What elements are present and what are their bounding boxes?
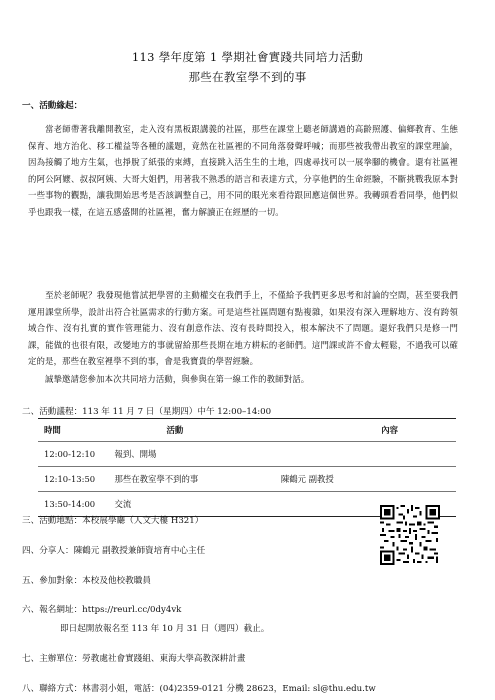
origin-paragraph-2: 至於老師呢？我發現他嘗試把學習的主動權交在我們手上，不僅給予我們更多思考和討論的空間，甚至要我們運用課堂所學，設計出符合社區需求的行動方案。可是這些社區問題有點複雜，如果沒有深入理解地方、沒有跨領域合作、沒有扎實的實作管理能力、沒有創意作法、沒有長時間投入，根本解決不了問題。還好我們只是修一門課，能做的也很有限，改變地方的事就留給那些長期在地方耕耘的老師們。這門課或許不會太輕鬆，不過我可以確定的是，那些在教室裡學不到的事，會是我寶貴的學習經驗。 — [28, 290, 458, 367]
organizer-line: 七、主辦單位：勞教處社會實踐組、東海大學高教深耕計畫 — [22, 654, 246, 664]
table-cell: 13:50-14:00 — [44, 499, 96, 509]
table-header-row — [38, 419, 456, 442]
table-cell: 陳鶴元 副教授 — [280, 474, 334, 484]
register-note: 即日起開放報名至 113 年 10 月 31 日（週四）截止。 — [60, 624, 270, 634]
table-header-time: 時間 — [44, 425, 61, 435]
table-cell: 那些在教室學不到的事 — [114, 474, 199, 484]
page-subtitle: 那些在教室學不到的事 — [188, 70, 307, 84]
table-cell: 報到、開場 — [114, 449, 157, 459]
speaker-line: 四、分享人：陳鶴元 副教授兼師資培育中心主任 — [22, 546, 206, 556]
table-row — [38, 467, 456, 492]
table-cell: 交流 — [114, 499, 132, 509]
table-header-content: 內容 — [381, 425, 398, 435]
origin-paragraph-1: 當老師帶著我離開教室，走入沒有黑板跟講義的社區，那些在課堂上聽老師講過的高齡照護、偏鄉教育、生態保育、地方治化、移工權益等各種的議題，竟然在社區裡的不同角落發聲呼喊；而那些被我帶出教室的課堂理論，因為接觸了地方生氣，也掙脫了紙張的束縛，直接跳入活生生的土地，四處尋找可以一展拳腳的機會。還有社區裡的阿公阿嬤、叔叔阿姨、大哥大姐們，用著我不熟悉的語言和表達方式，分享他們的生命經驗，不斷挑戰我原本對一些事物的觀點，讓我開始思考是否該調整自己，用不同的眼光來看待跟回應這個世界。我轉頭看看同學，他們似乎也跟我一樣，在這五感盛開的社區裡，奮力解讀正在經歷的一切。 — [28, 124, 458, 217]
table-header-activity: 活動 — [166, 425, 184, 435]
table-cell: 12:00-12:10 — [44, 449, 96, 459]
audience-line: 五、參加對象：本校及他校教職員 — [22, 576, 151, 586]
origin-heading: 一、活動緣起： — [22, 101, 83, 111]
table-cell — [281, 442, 456, 467]
table-cell: 12:10-13:50 — [44, 474, 96, 484]
contact-line: 八、聯絡方式：林書羽小姐，電話：(04)2359-0121 分機 28623，Email: sl@thu.edu.tw — [22, 684, 376, 694]
table-row — [38, 442, 456, 467]
schedule-table — [38, 418, 456, 517]
qr-code-icon[interactable] — [380, 505, 440, 565]
register-line[interactable]: 六、報名網址：https://reurl.cc/0dy4vk — [22, 605, 182, 615]
page-title: 113 學年度第 1 學期社會實踐共同培力活動 — [131, 50, 364, 64]
schedule-heading: 二、活動議程：113 年 11 月 7 日（星期四）中午 12:00–14:00 — [22, 407, 272, 417]
venue-line: 三、活動地點：本校展學廳（人文大樓 H321） — [22, 516, 204, 526]
origin-paragraph-3: 誠摯邀請您參加本次共同培力活動，與參與在第一線工作的教師對話。 — [45, 374, 310, 384]
